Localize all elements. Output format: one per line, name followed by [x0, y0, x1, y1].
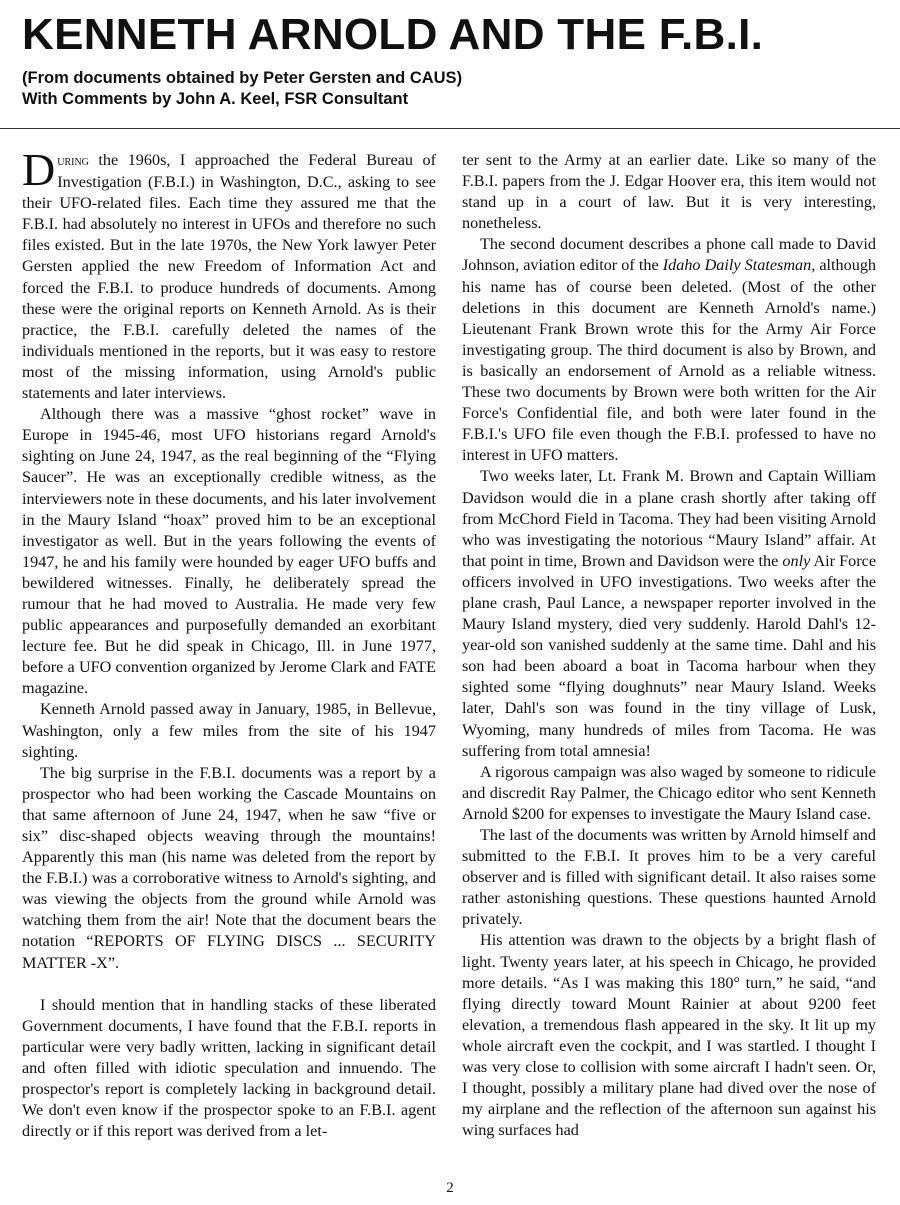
left-column [22, 144, 436, 1142]
article-subtitle-comments: With Comments by John A. Keel, FSR Consultant [22, 90, 409, 108]
paragraph-fbi-reports: I should mention that in handling stacks of these liberated Government documents, I have found that the F.B.I. reports in particular were very badly written, lacking in significant detail and often filled with idiotic speculation and innuendo. The prospector's report is completely lacking in background detail. We don't even know if the prospector spoke to an F.B.I. agent directly or if this report was derived from a let- [22, 995, 436, 1141]
paragraph-plane-crash [462, 466, 876, 761]
paragraph-prospector: The big surprise in the F.B.I. documents was a report by a prospector who had been working the Cascade Mountains on that same afternoon of June 24, 1947, when he saw “five or six” disc-shaped objects weaving through the mountains! Apparently this man (his name was deleted from the report by the F.B.I.) was a corroborative witness to Arnold's sighting, and was viewing the objects from the ground while Arnold was watching them from the air! Note that the document bears the notation “REPORTS OF FLYING DISCS ... SECURITY MATTER -X”. [22, 763, 436, 972]
paragraph-intro-text: the 1960s, I approached the Federal Bureau of Investigation (F.B.I.) in Washington, D.C., asking to see their UFO-related files. Each time they assured me that the F.B.I. had absolutely no interest in UFOs and therefore no such files existed. But in the late 1970s, the New York lawyer Peter Gersten applied the new Freedom of Information Act and forced the F.B.I. to produce hundreds of documents. Among these were the original reports on Kenneth Arnold. As is their practice, the F.B.I. carefully deleted the names of the individuals mentioned in the reports, but it was easy to restore most of the missing information, using Arnold's public statements and later interviews. [22, 151, 436, 403]
text-run: The second document describes a phone call made to David Johnson, aviation editor of the [462, 235, 876, 275]
article-title: KENNETH ARNOLD AND THE F.B.I. [22, 10, 764, 59]
text-run: Air Force officers involved in UFO investigations. Two weeks after the plane crash, Paul Lance, a newspaper reporter involved in the Maury Island mystery, died very suddenly. Harold Dahl's 12-year-old son vanished suddenly at the same time. Dahl and his son had been aboard a boat in Tacoma harbour when they sighted some “flying doughnuts” near Maury Island. Weeks later, Dahl's son was found in the tiny village of Lusk, Wyoming, many hundreds of miles from Tacoma. He was suffering from total amnesia! [462, 551, 877, 760]
page-number: 2 [446, 1180, 454, 1196]
paragraph-arnold-death: Kenneth Arnold passed away in January, 1985, in Bellevue, Washington, only a few miles from the site of his 1947 sighting. [22, 700, 436, 761]
text-run: although his name has of course been deleted. (Most of the other deletions in this document are Kenneth Arnold's name.) Lieutenant Frank Brown wrote this for the Army Air Force investigating group. The third document is also by Brown, and is basically an endorsement of Arnold as a reliable witness. These two documents by Brown were both written for the Air Force's Confidential file, and both were later found in the F.B.I.'s UFO file even though the F.B.I. professed to have no interest in UFO matters. [462, 256, 877, 465]
article-subtitle-source: (From documents obtained by Peter Gersten and CAUS) [22, 69, 463, 87]
paragraph-flash-of-light: His attention was drawn to the objects by a bright flash of light. Twenty years later, at his speech in Chicago, he provided more details. “As I was making this 180° turn,” he said, “and flying directly toward Mount Rainier at about 9200 feet elevation, a tremendous flash appeared in the sky. It lit up my whole aircraft even the cockpit, and I was startled. I thought I was very close to collision with some aircraft I hadn't seen. Or, I thought, possibly a military plane had dived over the nose of my airplane and the reflection of the afternoon sun against his wing surfaces had [462, 931, 876, 1140]
right-column [462, 150, 876, 1141]
paragraph-second-document [462, 234, 876, 466]
paragraph-continued: ter sent to the Army at an earlier date. Like so many of the F.B.I. papers from the J. Edgar Hoover era, this item would not stand up in a court of law. But it is very interesting, nonetheless. [462, 151, 876, 233]
header-divider [0, 128, 900, 129]
paragraph-ray-palmer: A rigorous campaign was also waged by someone to ridicule and discredit Ray Palmer, the Chicago editor who sent Kenneth Arnold $200 for expenses to investigate the Maury Island case. [462, 762, 876, 823]
paragraph-last-document: The last of the documents was written by Arnold himself and submitted to the F.B.I. It proves him to be a very careful observer and is filled with significant detail. It also raises some rather astonishing questions. These questions haunted Arnold privately. [462, 826, 876, 929]
paragraph-ghost-rocket: Although there was a massive “ghost rocket” wave in Europe in 1945-46, most UFO historians regard Arnold's sighting on June 24, 1947, as the real beginning of the “Flying Saucer”. He was an exceptionally credible witness, as the interviewers note in these documents, and his later involvement in the Maury Island “hoax” proved him to be an exceptional investigator as well. But in the years following the events of 1947, he and his family were hounded by eager UFO buffs and bewildered witnesses. Finally, he deliberately spread the rumour that he had moved to Australia. He made very few public appearances and purposefully demanded an exorbitant lecture fee. But he did speak in Chicago, Ill. in June 1977, before a UFO convention organized by Jerome Clark and FATE magazine. [22, 405, 436, 698]
emphasis: only [782, 551, 811, 570]
text-run: Two weeks later, Lt. Frank M. Brown and Captain William Davidson would die in a plane crash shortly after taking off from McChord Field in Tacoma. They had been visiting Arnold who was investigating the notorious “Maury Island” affair. At that point in time, Brown and Davidson were the [462, 467, 876, 570]
paragraph-intro [22, 144, 436, 404]
lead-in-smallcaps: uring [57, 154, 89, 169]
drop-cap: D [22, 144, 56, 195]
newspaper-name: Idaho Daily Statesman, [662, 256, 816, 275]
